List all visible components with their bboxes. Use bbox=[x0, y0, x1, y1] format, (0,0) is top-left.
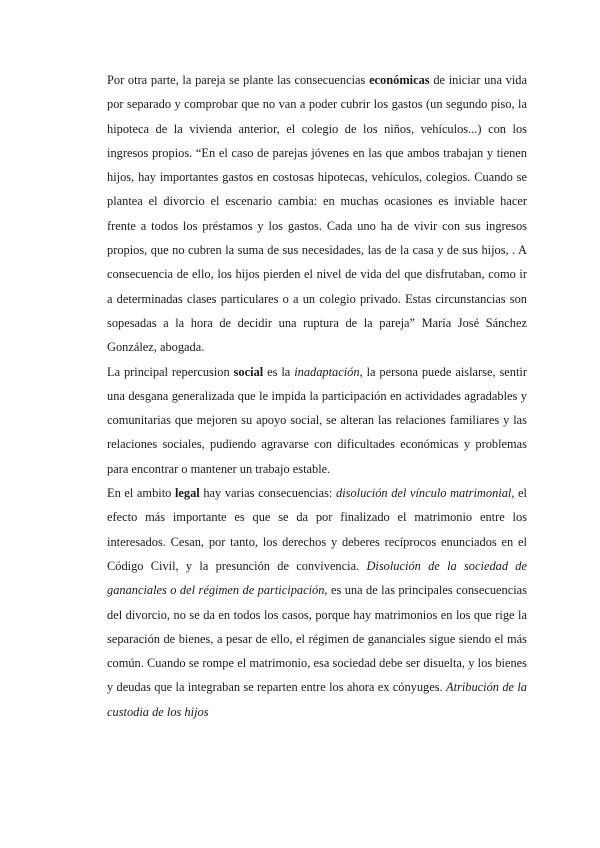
text-run: hay varias consecuencias: bbox=[199, 486, 336, 501]
paragraph-3 bbox=[107, 481, 527, 724]
text-run: La principal repercusion bbox=[107, 364, 234, 379]
italic-term: inadaptación bbox=[294, 364, 360, 379]
bold-term: económicas bbox=[369, 73, 430, 87]
bold-term: social bbox=[233, 364, 264, 379]
text-run: , el efecto más importante es que se da por finalizado el matrimonio entre los interesados. Cesan, por tanto, los derechos y deberes recíprocos enunciados en el Código Civil, y la presunción de convivencia. bbox=[107, 486, 527, 573]
text-run: de iniciar una vida por separado y comprobar que no van a poder cubrir los gastos (un segundo piso, la hipoteca de la vivienda anterior, el colegio de los niños, vehículos...) con los ingresos propios. “En el caso de parejas jóvenes en las que ambos trabajan y tienen hijos, hay importantes gastos en costosas hipotecas, vehículos, colegios. Cuando se plantea el divorcio el escenario cambia: en muchas ocasiones es inviable hacer frente a todos los préstamos y los gastos. Cada uno ha de vivir con sus ingresos propios, que no cubren la suma de sus necesidades, las de la casa y de sus hijos, . A consecuencia de ello, los hijos pierden el nivel de vida del que disfrutaban, como ir a determinadas clases particulares o a un colegio privado. Estas circunstancias son sopesadas a la hora de decidir una ruptura de la pareja” María José Sánchez González, abogada. bbox=[107, 73, 527, 355]
text-run: , la persona puede aislarse, sentir una desgana generalizada que le impida la participación en actividades agradables y comunitarias que mejoren su apoyo social, se alteran las relaciones familiares y las relaciones sociales, pudiendo agravarse con dificultades económicas y problemas para encontrar o mantener un trabajo estable. bbox=[107, 364, 528, 476]
body-text bbox=[107, 68, 527, 724]
text-run: , es una de las principales consecuencias del divorcio, no se da en todos los casos, porque hay matrimonios en los que rige la separación de bienes, a pesar de ello, el régimen de gananciales sigue siendo el más común. Cuando se rompe el matrimonio, esa sociedad debe ser disuelta, y los bienes y deudas que la integraban se reparten entre los ahora ex cónyuges. bbox=[107, 583, 527, 695]
paragraph-1 bbox=[107, 68, 527, 360]
bold-term: legal bbox=[174, 486, 200, 501]
italic-term: disolución del vínculo matrimonial bbox=[336, 486, 512, 501]
italic-term: Atribución de la custodia de los hijos bbox=[107, 680, 528, 719]
paragraph-2 bbox=[107, 360, 527, 481]
text-run: Por otra parte, la pareja se plante las consecuencias bbox=[107, 73, 370, 87]
text-run: es la bbox=[263, 364, 295, 379]
text-run: En el ambito bbox=[107, 486, 175, 501]
italic-term: Disolución de la sociedad de gananciales o del régimen de participación bbox=[107, 558, 527, 598]
